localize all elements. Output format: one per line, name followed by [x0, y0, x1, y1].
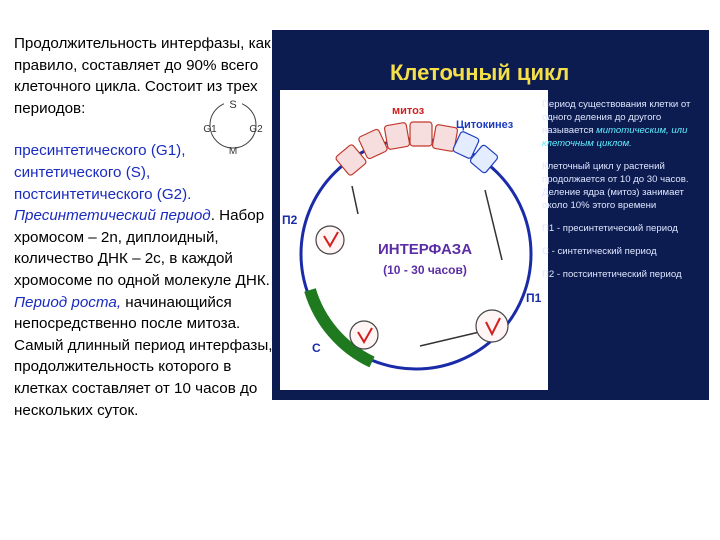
note-s: С - синтетический период: [542, 246, 657, 257]
label-mitosis: митоз: [392, 105, 425, 117]
cell-cycle-panel: [272, 30, 709, 400]
note-definition-highlight: митотическим, или клеточным циклом.: [542, 125, 688, 149]
note-plants: Клеточный цикл у растений продолжается от 10 до 30 часов. Деление ядра (митоз) занимает около 10% этого времени: [542, 161, 689, 211]
right-notes: [542, 98, 706, 291]
note-definition: [542, 98, 706, 150]
label-interphase: ИНТЕРФАЗА: [377, 241, 473, 258]
period-s: синтетического (S),: [14, 163, 151, 181]
label-duration: (10 - 30 часов): [383, 263, 467, 277]
mini-cycle-m: M: [228, 146, 238, 157]
label-p1: П1: [526, 291, 542, 305]
mini-cycle-diagram: [200, 92, 266, 158]
label-p2: П2: [282, 213, 298, 227]
mini-cycle-s: S: [229, 99, 237, 111]
period-g2: постсинтетического (G2).: [14, 185, 192, 203]
growth-text: начинающийся непосредственно после митоза. Самый длинный период интерфазы, продолжительность которого в клетках составляет от 10 часов до нескольких суток.: [14, 293, 273, 419]
presynthetic-text: . Набор хромосом – 2n, диплоидный, количество ДНК – 2с, в каждой хромосоме по одной молекуле ДНК.: [14, 207, 270, 289]
mini-cycle-g2: G2: [249, 124, 263, 135]
label-s: С: [312, 341, 321, 355]
growth-paragraph: [14, 292, 284, 422]
label-cytokinesis: Цитокинез: [456, 119, 514, 131]
presynthetic-paragraph: [14, 205, 284, 291]
growth-title: Период роста,: [14, 293, 122, 311]
presynthetic-title: Пресинтетический период: [14, 207, 211, 225]
panel-title: Клеточный цикл: [390, 60, 570, 85]
cell-cycle-diagram: [280, 90, 548, 390]
intro-paragraph: Продолжительность интерфазы, как правило, составляет до 90% всего клеточного цикла. Состоит из трех периодов:: [14, 35, 271, 117]
period-g1: пресинтетического (G1),: [14, 142, 186, 160]
note-definition-text: Период существования клетки от одного деления до другого называется: [542, 99, 691, 136]
mini-cycle-g1: G1: [203, 124, 217, 135]
note-p1: П1 - пресинтетический период: [542, 223, 678, 234]
note-p2: П2 - постсинтетический период: [542, 269, 682, 280]
